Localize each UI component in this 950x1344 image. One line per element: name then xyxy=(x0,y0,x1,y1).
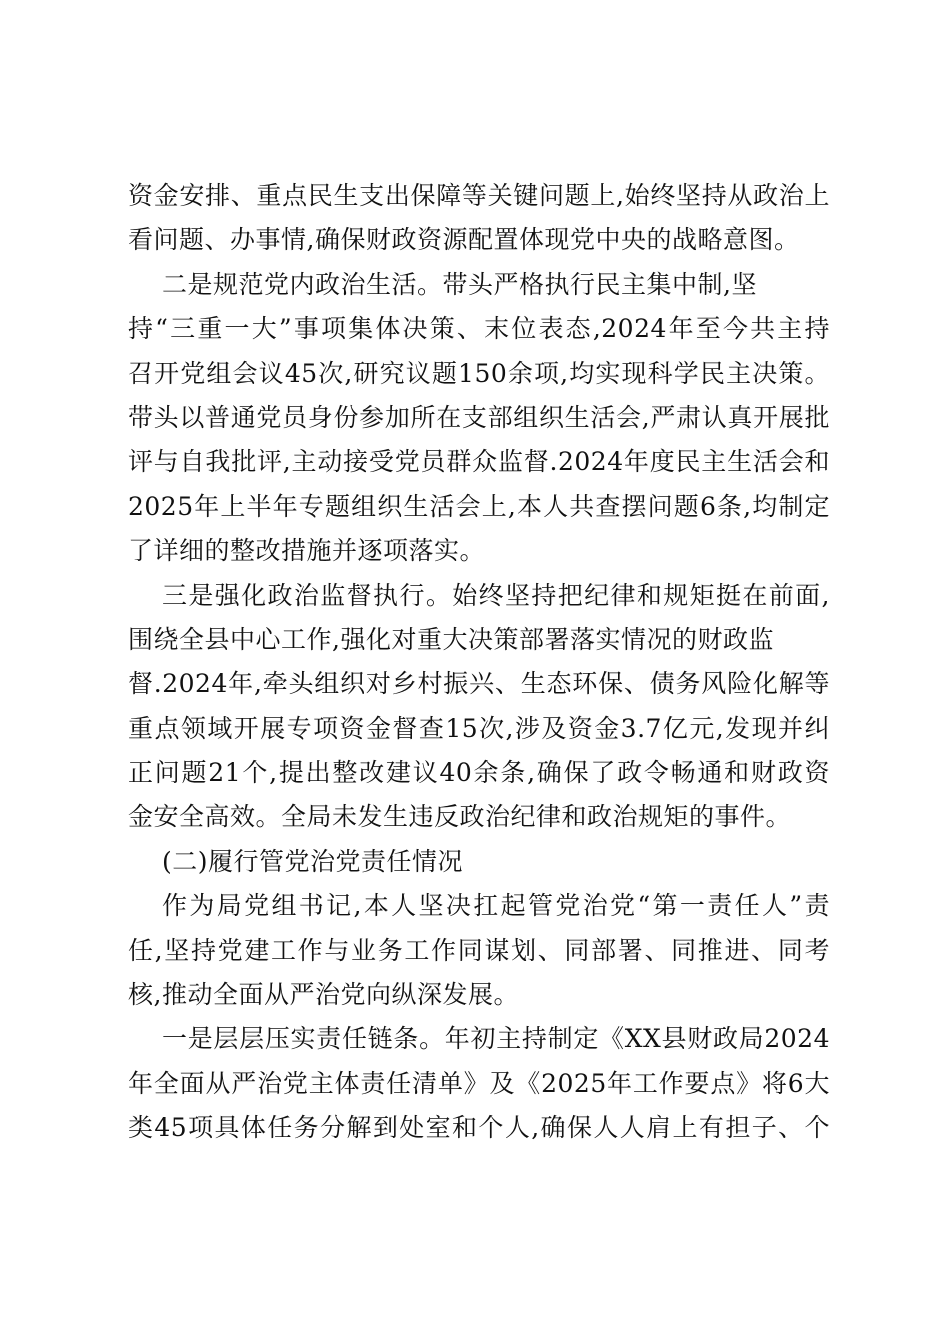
text-line: 带头以普通党员身份参加所在支部组织生活会,严肃认真开展批 xyxy=(128,402,830,432)
text-line: 金安全高效。全局未发生违反政治纪律和政治规矩的事件。 xyxy=(128,802,792,832)
text-line: 资金安排、重点民生支出保障等关键问题上,始终坚持从政治上 xyxy=(128,181,830,210)
text-line: 了详细的整改措施并逐项落实。 xyxy=(128,536,486,566)
text-line: 正问题21个,提出整改建议40余条,确保了政令畅通和财政资 xyxy=(128,758,830,788)
text-line: 召开党组会议45次,研究议题150余项,均实现科学民主决策。 xyxy=(128,358,830,388)
text-line: 持“三重一大”事项集体决策、末位表态,2024年至今共主持 xyxy=(128,314,830,344)
text-line: 任,坚持党建工作与业务工作同谋划、同部署、同推进、同考 xyxy=(128,935,830,965)
text-line: 围绕全县中心工作,强化对重大决策部署落实情况的财政监 xyxy=(128,624,774,654)
text-line: 督.2024年,牵头组织对乡村振兴、生态环保、债务风险化解等 xyxy=(128,669,830,699)
text-line: 评与自我批评,主动接受党员群众监督.2024年度民主生活会和 xyxy=(128,447,830,477)
text-line: 重点领域开展专项资金督查15次,涉及资金3.7亿元,发现并纠 xyxy=(128,713,830,743)
paragraph-first-line: 二是规范党内政治生活。带头严格执行民主集中制,坚 xyxy=(162,269,757,299)
text-line: 看问题、办事情,确保财政资源配置体现党中央的战略意图。 xyxy=(128,225,800,255)
section-heading: (二)履行管党治党责任情况 xyxy=(162,846,464,876)
text-line: 核,推动全面从严治党向纵深发展。 xyxy=(128,980,519,1010)
text-line: 2025年上半年专题组织生活会上,本人共查摆问题6条,均制定 xyxy=(128,491,830,521)
paragraph-first-line: 一是层层压实责任链条。年初主持制定《XX县财政局2024 xyxy=(162,1024,830,1054)
text-line: 年全面从严治党主体责任清单》及《2025年工作要点》将6大 xyxy=(128,1068,830,1098)
paragraph-first-line: 三是强化政治监督执行。始终坚持把纪律和规矩挺在前面, xyxy=(162,580,830,610)
document-body xyxy=(128,174,830,1151)
text-line: 类45项具体任务分解到处室和个人,确保人人肩上有担子、个 xyxy=(128,1113,830,1143)
paragraph-first-line: 作为局党组书记,本人坚决扛起管党治党“第一责任人”责 xyxy=(162,891,830,921)
